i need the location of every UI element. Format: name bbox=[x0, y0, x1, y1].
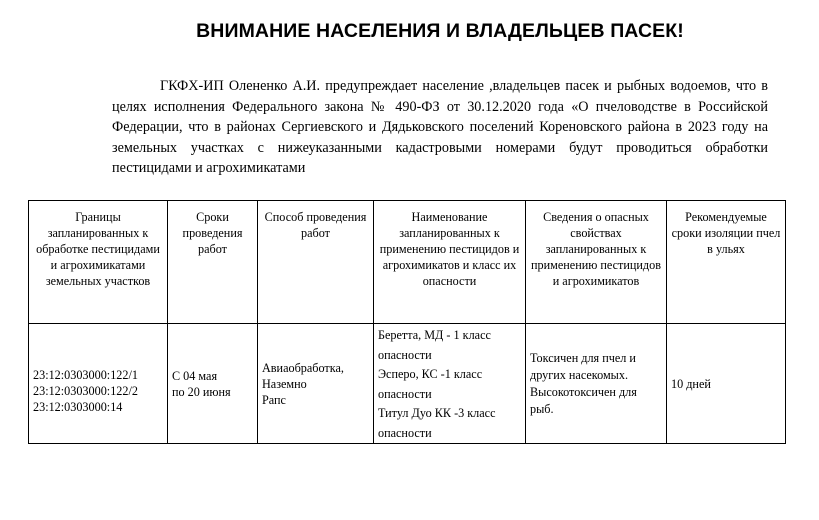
header-dates: Сроки проведения работ bbox=[168, 201, 258, 324]
table-row bbox=[29, 324, 786, 444]
parcel-number: 23:12:0303000:122/2 bbox=[33, 383, 138, 398]
hazard-line: Токсичен для пчел и других насекомых. bbox=[530, 350, 636, 382]
date-to: по 20 июня bbox=[172, 384, 231, 399]
header-method: Способ проведения работ bbox=[258, 201, 374, 324]
method-line: Авиаобработка, bbox=[262, 360, 344, 375]
date-from: С 04 мая bbox=[172, 368, 218, 383]
treatment-table bbox=[28, 200, 786, 444]
pesticide-item: Беретта, МД - 1 класс опасности bbox=[378, 328, 491, 362]
parcel-number: 23:12:0303000:122/1 bbox=[33, 367, 138, 382]
hazard-line: Высокотоксичен для рыб. bbox=[530, 384, 637, 416]
method-line: Наземно bbox=[262, 376, 307, 391]
intro-paragraph: ГКФХ-ИП Олененко А.И. предупреждает население ,владельцев пасек и рыбных водоемов, что в целях исполнения Федерального закона № 490-ФЗ от 30.12.2020 года «О пчеловодстве в Российской Федерации, что в районах Сергиевского и Дядьковского поселений Кореновского района в 2023 году на земельных участках с нижеуказанными кадастровыми номерами будут проводиться обработки пестицидами и агрохимикатами bbox=[112, 78, 768, 176]
pesticide-item: Титул Дуо КК -3 класс опасности bbox=[378, 406, 496, 440]
cell-isolation: 10 дней bbox=[667, 324, 786, 444]
cell-hazard-info bbox=[526, 324, 667, 444]
cell-dates bbox=[168, 324, 258, 444]
cell-method bbox=[258, 324, 374, 444]
table-header-row bbox=[29, 201, 786, 324]
header-isolation: Рекомендуемые сроки изоляции пчел в ульях bbox=[667, 201, 786, 324]
parcel-number: 23:12:0303000:14 bbox=[33, 399, 123, 414]
header-hazard-info: Сведения о опасных свойствах запланированных к применению пестицидов и агрохимикатов bbox=[526, 201, 667, 324]
method-line: Рапс bbox=[262, 392, 286, 407]
cell-parcels bbox=[29, 324, 168, 444]
pesticide-item: Эсперо, КС -1 класс опасности bbox=[378, 367, 483, 401]
cell-pesticides bbox=[374, 324, 526, 444]
page-title: ВНИМАНИЕ НАСЕЛЕНИЯ И ВЛАДЕЛЬЦЕВ ПАСЕК! bbox=[196, 20, 684, 42]
header-pesticides: Наименование запланированных к применению пестицидов и агрохимикатов и класс их опасности bbox=[374, 201, 526, 324]
header-parcel-bounds: Границы запланированных к обработке пестицидами и агрохимикатами земельных участков bbox=[29, 201, 168, 324]
